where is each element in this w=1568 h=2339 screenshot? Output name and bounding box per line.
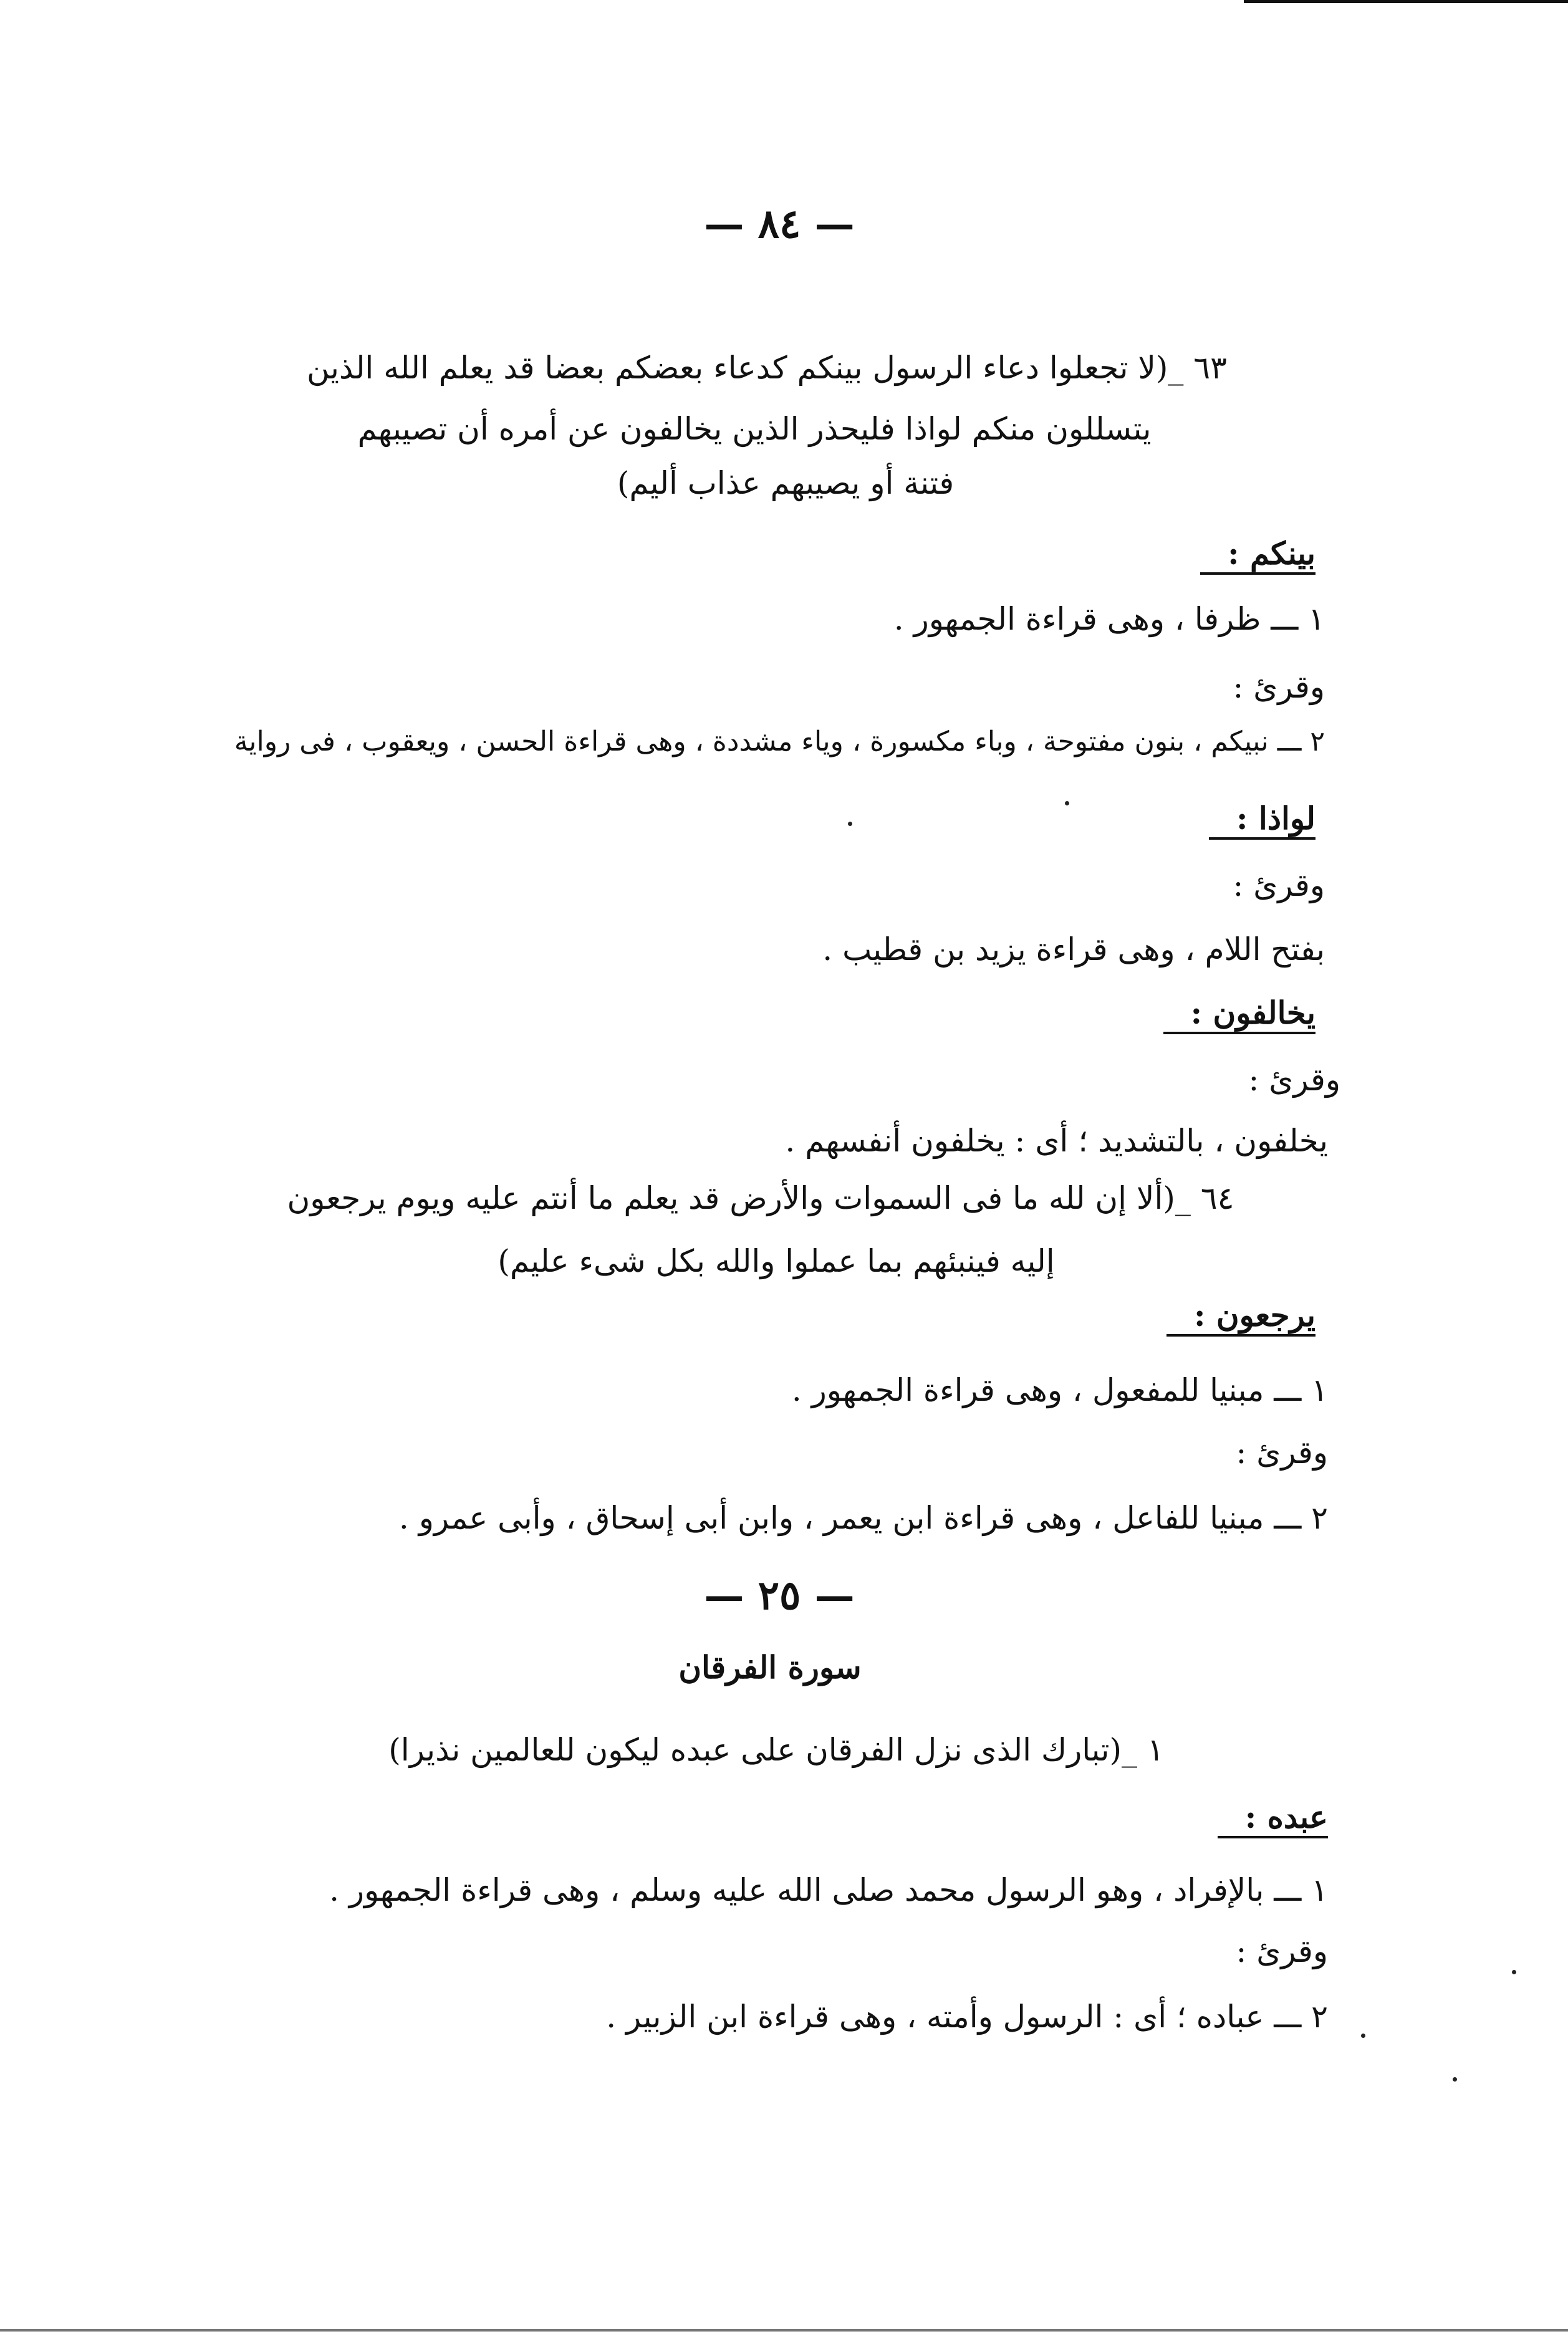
verse-1-furqan: ١ _(تبارك الذى نزل الفرقان على عبده ليكون للعالمين نذيرا): [388, 1732, 1164, 1768]
verse-63-line-2: يتسللون منكم لواذا فليحذر الذين يخالفون عن أمره أن تصيبهم: [357, 411, 1152, 447]
qurie-label-3: وقرئ :: [1248, 1062, 1340, 1098]
reading-yukhallifun: يخلفون ، بالتشديد ؛ أى : يخلفون أنفسهم .: [785, 1123, 1328, 1159]
reading-2-nabiyyikum: ٢ ـــ نبيكم ، بنون مفتوحة ، وباء مكسورة ، وياء مشددة ، وهى قراءة الحسن ، ويعقوب ، فى رواية: [234, 726, 1325, 757]
top-edge-rule: [1244, 0, 1568, 3]
reading-2-ibadihi: ٢ ـــ عباده ؛ أى : الرسول وأمته ، وهى قراءة ابن الزبير .: [606, 1999, 1328, 2035]
verse-64-line-1: ٦٤ _(ألا إن لله ما فى السموات والأرض قد يعلم ما أنتم عليه ويوم يرجعون: [287, 1180, 1234, 1216]
headword-abdihi: عبده :: [1218, 1799, 1328, 1838]
headword-yurjaun: يرجعون :: [1166, 1297, 1315, 1337]
reading-fath-al-lam: بفتح اللام ، وهى قراءة يزيد بن قطيب .: [822, 931, 1325, 968]
headword-baynakum: بينكم :: [1200, 535, 1315, 575]
surah-number: — ٢٥ —: [704, 1572, 855, 1619]
page-number: — ٨٤ —: [704, 201, 855, 247]
qurie-label-1: وقرئ :: [1233, 669, 1325, 705]
scan-speck: [1361, 2034, 1365, 2038]
verse-63-line-3: فتنة أو يصيبهم عذاب أليم): [617, 465, 955, 501]
qurie-label-4: وقرئ :: [1236, 1434, 1328, 1471]
scan-speck: [1512, 1970, 1516, 1974]
scan-speck: [848, 822, 852, 826]
verse-63-line-1: ٦٣ _(لا تجعلوا دعاء الرسول بينكم كدعاء بعضكم بعضا قد يعلم الله الذين: [306, 350, 1228, 386]
scan-speck: [1065, 801, 1069, 805]
bottom-edge-rule: [0, 2329, 1568, 2332]
qurie-label-5: وقرئ :: [1236, 1933, 1328, 1969]
reading-1-ifrad: ١ ـــ بالإفراد ، وهو الرسول محمد صلى الله عليه وسلم ، وهى قراءة الجمهور .: [329, 1872, 1328, 1908]
scan-speck: [1453, 2077, 1457, 2082]
verse-64-line-2: إليه فينبئهم بما عملوا والله بكل شىء عليم): [498, 1243, 1055, 1279]
reading-1-zarf: ١ ـــ ظرفا ، وهى قراءة الجمهور .: [893, 601, 1325, 637]
reading-1-passive: ١ ـــ مبنيا للمفعول ، وهى قراءة الجمهور .: [791, 1372, 1328, 1408]
headword-liwadhan: لواذا :: [1209, 800, 1315, 840]
surah-title: سورة الفرقان: [678, 1649, 862, 1686]
reading-2-active: ٢ ـــ مبنيا للفاعل ، وهى قراءة ابن يعمر ، وابن أبى إسحاق ، وأبى عمرو .: [398, 1500, 1328, 1536]
qurie-label-2: وقرئ :: [1233, 867, 1325, 903]
headword-yukhalifun: يخالفون :: [1163, 994, 1315, 1034]
